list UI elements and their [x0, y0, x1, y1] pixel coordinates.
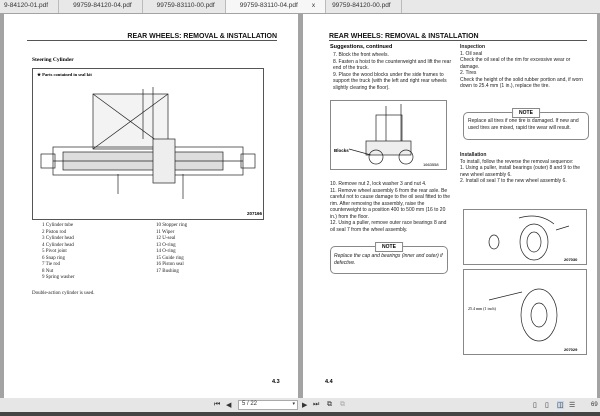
inspection-item: 2. Tires — [460, 70, 477, 76]
left-column — [330, 44, 452, 91]
tab-4-active[interactable] — [226, 0, 326, 13]
caption-text: Parts contained in seal kit — [42, 72, 92, 77]
page-number: 4.3 — [272, 379, 280, 385]
note-box — [330, 246, 448, 274]
last-page-icon[interactable]: ⏭ — [313, 401, 320, 408]
inspection-text: Check the height of the solid rubber portion and, if worn down to 25.4 mm (1 in.), replace the tire. — [460, 76, 583, 89]
part-item: 7 Tie rod — [42, 262, 61, 267]
step: 10. Remove nut 2, lock washer 3 and nut 4. — [330, 181, 427, 187]
tab-5[interactable] — [326, 0, 402, 13]
tab-label: 99759-84120-04.pdf — [73, 2, 132, 9]
page-value: 5 / 22 — [242, 401, 258, 407]
zoom-level[interactable]: 69 — [591, 402, 598, 408]
rotate-icon[interactable]: ⧉ — [327, 401, 332, 408]
step: 12. Using a puller, remove outer race bearings 8 and oil seal 7 from the wheel assembly. — [330, 220, 447, 233]
figure-id: 207030 — [564, 257, 578, 262]
page-number: 4.4 — [325, 379, 333, 385]
tab-bar — [0, 0, 600, 13]
part-item: 4 Cylinder head — [42, 242, 74, 248]
part-item: 6 Snap ring — [42, 255, 66, 261]
part-item: 11 Wiper — [156, 229, 175, 235]
figure-id: 207166 — [247, 211, 263, 216]
section-title: Installation — [460, 152, 487, 158]
note-text: Replace the cap and bearings (inner and outer) if defective. — [334, 253, 443, 266]
step: 1. Using a puller, install bearings (outer) 8 and 9 to the new wheel assembly 6. — [460, 165, 581, 178]
tab-label: 9-84120-01.pdf — [4, 2, 49, 9]
close-tab-icon[interactable]: x — [311, 2, 316, 9]
inspection-text: Check the oil seal of the rim for excessive wear or damage. — [460, 57, 571, 70]
part-item: 15 Guide ring — [156, 255, 184, 261]
diagram-caption: ★ Parts contained in seal kit — [37, 72, 92, 77]
installation-section — [460, 152, 590, 185]
part-item: 3 Cylinder head — [42, 236, 74, 241]
section-title: Suggestions, continued — [330, 44, 393, 50]
single-page-icon[interactable]: ▯ — [533, 402, 537, 409]
figure-id: 207029 — [564, 347, 578, 352]
viewer-toolbar — [0, 398, 600, 412]
page-selector[interactable] — [238, 400, 298, 410]
step: 2. Install oil seal 7 to the new wheel assembly 6. — [460, 178, 567, 184]
cylinder-diagram — [32, 68, 264, 220]
part-item: 8 Nut — [42, 268, 54, 274]
wheel-figure — [463, 209, 587, 265]
tab-label: 99759-83110-04.pdf — [239, 2, 298, 9]
right-column — [460, 44, 590, 90]
tire-drawing — [464, 270, 586, 354]
part-item: 1 Cylinder tube — [42, 223, 74, 228]
part-item: 12 U-seal — [156, 236, 176, 241]
fit-icon[interactable]: ☰ — [569, 402, 576, 409]
section-title: Steering Cylinder — [32, 57, 74, 63]
page-header: REAR WHEELS: REMOVAL & INSTALLATION — [329, 33, 479, 40]
part-item: 17 Bushing — [156, 268, 179, 274]
two-page-icon[interactable]: ◫ — [557, 402, 564, 409]
step: 9. Place the wood blocks under the side frames to support the truck (with the left and right rear wheels slightly clearing the floor). — [333, 71, 447, 91]
prev-page-icon[interactable]: ◀ — [226, 402, 232, 409]
first-page-icon[interactable]: ⏮ — [214, 401, 221, 408]
cylinder-note: Double-action cylinder is used. — [32, 291, 95, 296]
figure-id: 1663558 — [423, 162, 439, 167]
figure-label: Blocks — [334, 148, 349, 153]
tire-figure — [463, 269, 587, 355]
parts-list-2 — [156, 223, 256, 275]
section-title: Inspection — [460, 44, 486, 50]
step: 11. Remove wheel assembly 6 from the rear axle. Be careful not to cause damage to the oil seal fitted to the rim. After removing the assembly, raise the counterweight to a position 400 to 500 mm (16 to 20 in.) from the floor. — [330, 187, 451, 220]
step: 7. Block the front wheels. — [333, 52, 389, 58]
status-strip — [0, 412, 600, 416]
next-page-icon[interactable]: ▶ — [302, 402, 308, 409]
left-page — [4, 14, 298, 398]
continuous-icon[interactable]: ▯ — [545, 402, 549, 409]
parts-list-1 — [42, 223, 142, 282]
part-item: 2 Piston rod — [42, 229, 67, 235]
removal-steps — [330, 181, 452, 233]
forklift-drawing — [331, 101, 446, 169]
right-page — [303, 14, 597, 398]
forklift-figure — [330, 100, 447, 170]
figure-label: 25.4 mm (1 inch) — [468, 306, 496, 311]
part-item: 9 Spring washer — [42, 275, 75, 280]
copy-icon[interactable]: ⧉ — [340, 401, 345, 408]
inspection-item: 1. Oil seal — [460, 50, 483, 57]
note-text: Replace all tires if one tire is damaged. If new and used tires are mixed, rapid tire wear will result. — [468, 118, 579, 131]
tab-label: 99759-83110-00.pdf — [156, 2, 215, 9]
tab-3[interactable] — [143, 0, 226, 13]
step: 8. Fasten a hoist to the counterweight and lift the rear end of the truck. — [333, 58, 452, 71]
note-label: NOTE — [512, 108, 540, 118]
note-label: NOTE — [375, 242, 403, 252]
install-text: To install, follow the reverse the removal sequence: — [460, 158, 574, 165]
part-item: 14 O-ring — [156, 249, 176, 254]
header-rule — [27, 40, 277, 41]
chevron-down-icon[interactable]: ▾ — [292, 401, 295, 407]
note-box — [463, 112, 589, 140]
tab-1[interactable] — [0, 0, 59, 13]
part-item: 10 Stopper ring — [156, 223, 188, 228]
cylinder-drawing — [33, 69, 263, 219]
tab-label: 99759-84120-00.pdf — [332, 2, 391, 9]
part-item: 16 Piston seal — [156, 262, 184, 267]
wheel-drawing — [464, 210, 586, 264]
header-rule — [329, 40, 587, 41]
part-item: 13 O-ring — [156, 242, 176, 248]
part-item: 5 Pivot joint — [42, 249, 67, 254]
tab-2[interactable] — [59, 0, 143, 13]
page-header: REAR WHEELS: REMOVAL & INSTALLATION — [127, 33, 277, 40]
